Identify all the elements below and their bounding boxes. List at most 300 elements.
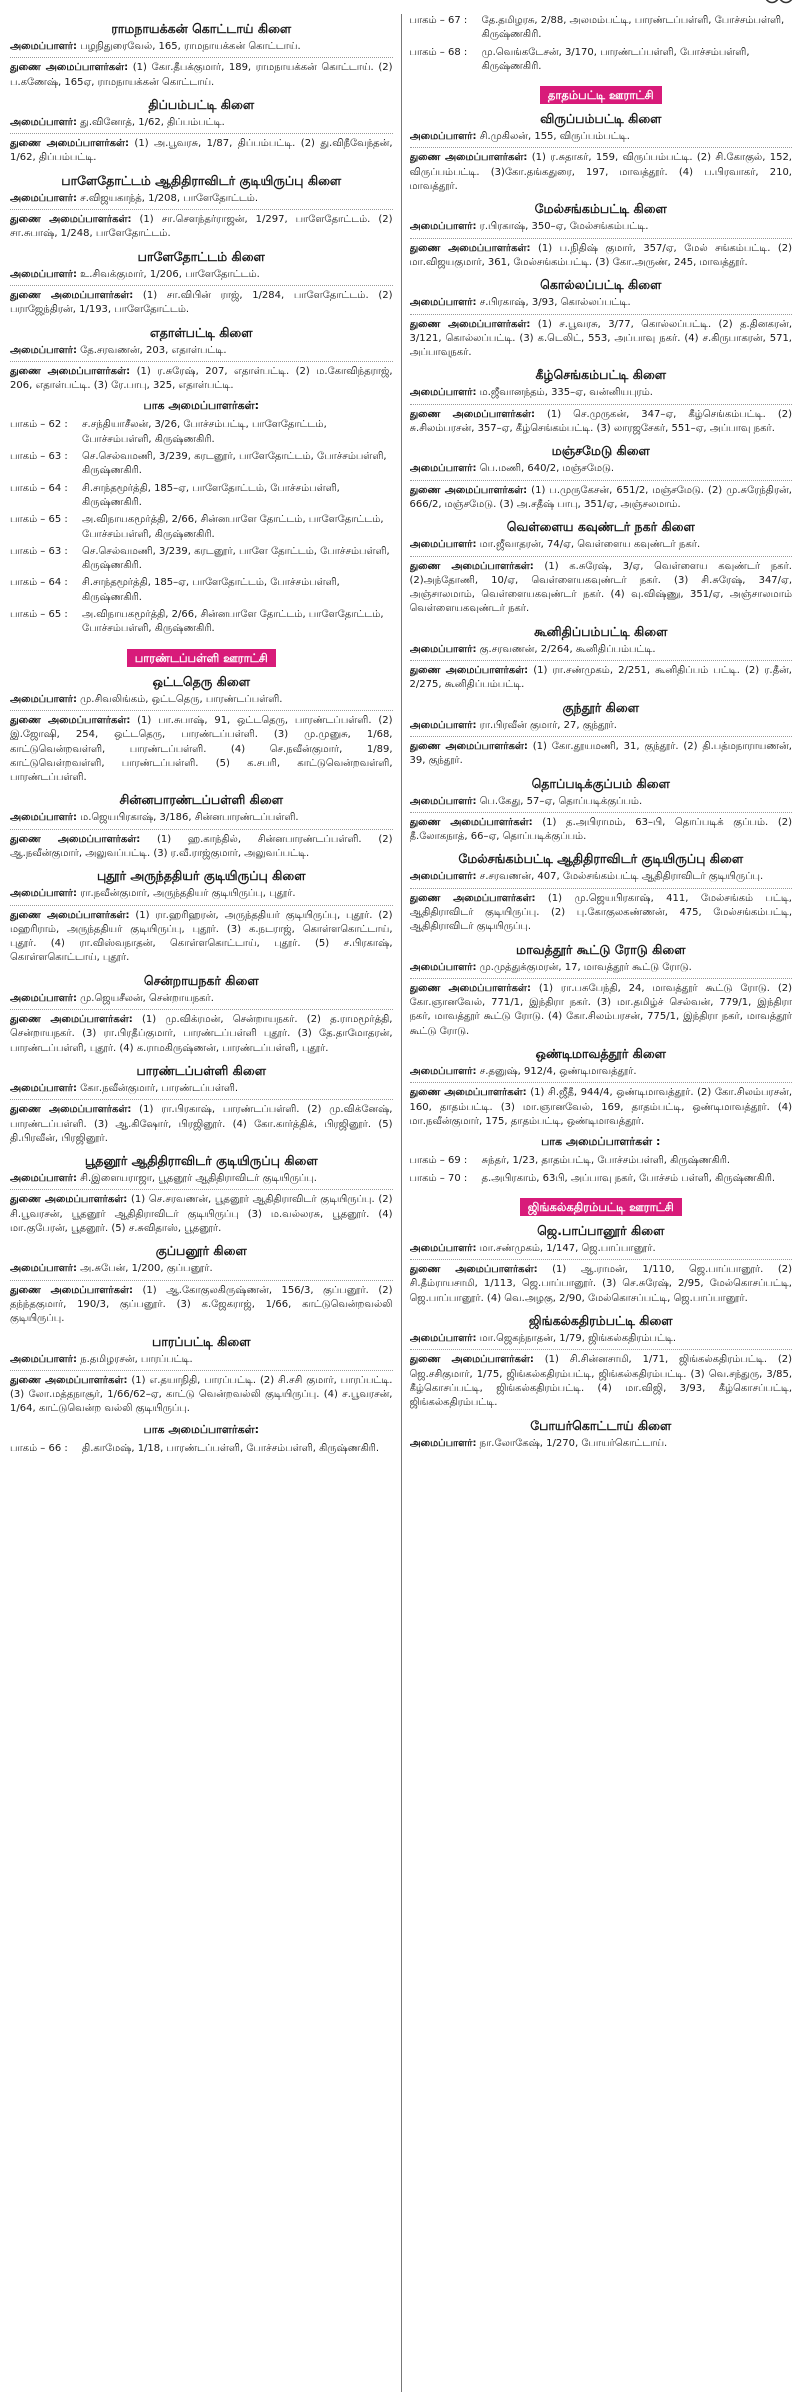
council-name: தாதம்பட்டி ஊராட்சி [540,86,662,104]
deputy-organizers-entry [10,365,393,394]
dotted-rule [410,736,793,737]
organizer-entry [10,1353,393,1367]
organizer-entry [10,1082,393,1096]
branch-section [10,173,393,242]
booth-organizer: சி.சாந்தமூர்த்தி, 185–ஏ, பாளேதோட்டம், போச்சம்பள்ளி, கிருஷ்ணகிரி. [82,482,340,508]
role-label: துணை அமைப்பாளர்கள்: [409,740,528,752]
branch-section [410,1313,793,1410]
branch-title: ராமநாயக்கன் கொட்டாய் கிளை [111,21,292,36]
organizer-entry [410,386,793,400]
booth-organizer: ச.சந்தியாசீலன், 3/26, போச்சம்பட்டி, பாளேதோட்டம், போச்சம்பள்ளி, கிருஷ்ணகிரி. [82,419,327,445]
role-label: அமைப்பாளர்: [10,1173,77,1185]
member-details: ந.தமிழரசன், பாரப்பட்டி. [76,1353,193,1365]
branch-title: பாளேதோட்டம் கிளை [137,248,265,264]
booth-organizer: சுந்தர், 1/23, தாதம்பட்டி, போச்சம்பள்ளி, கிருஷ்ணகிரி. [481,1155,731,1167]
booth-organizers-section [410,1135,793,1186]
role-label: துணை அமைப்பாளர்கள்: [10,1374,128,1386]
branch-section [10,792,393,861]
deputy-organizers-entry [10,213,393,242]
role-label: அமைப்பாளர்: [10,1353,77,1365]
booth-heading: பாக அமைப்பாளர்கள் : [541,1135,661,1149]
circled-logo-icon [764,0,794,6]
role-label: துணை அமைப்பாளர்கள்: [10,909,130,921]
dotted-rule [410,1259,793,1260]
role-label: துணை அமைப்பாளர்கள்: [409,1264,538,1276]
dotted-rule [410,812,793,813]
role-label: அமைப்பாளர்: [409,795,477,807]
branch-title: திப்பம்பட்டி கிளை [148,96,255,112]
deputy-organizers-entry [10,909,393,966]
dotted-rule [10,710,393,711]
role-label: துணை அமைப்பாளர்கள்: [409,152,528,164]
branch-section [410,443,793,512]
member-details: (1) ரா.ஹரிஹரன், அருந்ததியர் குடியிருப்பு, புதூர். (2) மஹரிராம், அருந்ததியர் குடியிருப்பு, புதூர். (3) க.நடராஜ், கொள்ளகொட்டாய், புதூர். (4) ரா.விஸ்வநாதன், கொள்ளகொட்டாய், புதூர். (5) ச.பிரகாஷ், கொள்ளகொட்டாய், புதூர். [10,909,393,964]
branch-section [410,851,793,934]
role-label: அமைப்பாளர்: [409,1066,477,1078]
branch-title: விருப்பம்பட்டி கிளை [540,111,662,127]
booth-number: பாகம் – 68 : [409,46,468,58]
branch-title: மேல்சங்கம்பட்டி ஆதிதிராவிடர் குடியிருப்பு கிளை [458,851,744,867]
deputy-organizers-entry [410,151,793,194]
organizer-entry [10,192,393,206]
branch-section [10,674,393,786]
branch-title: குப்பனூர் கிளை [155,1243,247,1259]
booth-organizer: அ.விநாயகமூர்த்தி, 2/66, சின்னபாளே தோட்டம், பாளேதோட்டம், போச்சம்பள்ளி, கிருஷ்ணகிரி. [82,514,384,540]
member-details: பெ.மணி, 640/2, மஞ்சமேடு. [476,463,615,475]
role-label: அமைப்பாளர்: [10,992,77,1004]
booth-heading: பாக அமைப்பாளர்கள்: [143,1422,259,1436]
deputy-organizers-entry [10,1103,393,1146]
role-label: அமைப்பாளர்: [10,1082,77,1094]
dotted-rule [10,905,393,906]
member-details: மு.முத்துக்குமரன், 17, மாவத்தூர் கூட்டு ரோடு. [476,961,692,973]
dotted-rule [410,978,793,979]
booth-row [10,576,393,605]
role-label: அமைப்பாளர்: [409,871,477,883]
role-label: அமைப்பாளர்: [409,387,477,399]
organizer-entry [410,130,793,144]
member-details: பெ.கேது, 57–ஏ, தொப்படிக்குப்பம். [476,795,643,807]
role-label: அமைப்பாளர்: [409,1437,477,1449]
branch-title: கீழ்செங்கம்பட்டி கிளை [535,367,667,383]
booth-row [10,513,393,542]
branch-section [410,1223,793,1306]
deputy-organizers-entry [410,318,793,361]
branch-section [410,367,793,436]
member-details: (1) ஆ.ராமன், 1/110, ஜெ.பாப்பானூர். (2) சி.தீம்ராயசாமி, 1/113, ஜெ.பாப்பானூர். (3) செ.சுரேஷ், 2/95, மேல்கொசப்பட்டி, ஜெ.பாப்பானூர். (4) வெ.அழகு, 2/90, மேல்கொசப்பட்டி, ஜெ.பாப்பானூர். [409,1264,792,1304]
role-label: அமைப்பாளர்: [10,116,77,128]
branch-title: தொப்படிக்குப்பம் கிளை [531,775,670,791]
member-details: (1) க.சுரேஷ், 3/ஏ, வெள்ளைய கவுண்டர் நகர். (2)அந்தோணி, 10/ஏ, வெள்ளையகவுண்டர் நகர். (3) சி.சுரேஷ், 347/ஏ, அஞ்சாலமாம், வெள்ளையகவுண்டர் நகர். (4) வு.விஷ்ணு, 351/ஏ, அஞ்சாலமாம் வெள்ளையகவுண்டர் நகர். [409,560,792,615]
branch-section [10,868,393,965]
branch-section [410,1046,793,1129]
role-label: துணை அமைப்பாளர்கள்: [409,816,533,828]
booth-organizer: த.அபிரகாம், 63பி, அப்பாவு நகர், போச்சம் பள்ளி, கிருஷ்ணகிரி. [481,1172,776,1184]
member-details: (1) த.அபிராமம், 63–பி, தொப்படிக் குப்பம். (2) தீ.லோகநாத், 66–ஏ, தொப்படிக்குப்பம். [409,816,792,843]
member-details: து.வினோத், 1/62, திப்பம்பட்டி. [76,116,225,128]
dotted-rule [10,209,393,210]
branch-title: பாரப்பட்டி கிளை [152,1333,251,1349]
booth-row [410,14,793,43]
role-label: துணை அமைப்பாளர்கள்: [409,665,529,677]
role-label: அமைப்பாளர்: [10,888,77,900]
role-label: அமைப்பாளர்: [409,961,477,973]
member-details: அ.சுபேன், 1/200, குப்பனூர். [76,1263,213,1275]
member-details: (1) ச.பூவரசு, 3/77, கொல்லப்பட்டி. (2) த.தினகரன், 3/121, கொல்லப்பட்டி. (3) க.டெலிட், 553, அப்பாவு நகர். (4) ச.கிருபாகரன், 571, அப்பாவுநகர். [409,318,792,359]
role-label: துணை அமைப்பாளர்கள்: [409,408,536,420]
branch-section [10,1063,393,1146]
dotted-rule [410,238,793,239]
branch-title: ஒட்டதெரு கிளை [152,673,251,689]
member-details: (1) செ.முருகன், 347–ஏ, கீழ்செங்கம்பட்டி. (2) சு.சிலம்பரசன், 357–ஏ, கீழ்செங்கம்பட்டி. (3) லாரஜசேகர், 551–ஏ, அப்பாவு நகர். [409,408,792,435]
role-label: துணை அமைப்பாளர்கள்: [10,1014,133,1026]
right-column [410,14,793,2392]
dotted-rule [10,133,393,134]
member-details: நா.லோகேஷ், 1/270, போயர்கொட்டாய். [476,1437,668,1449]
member-details: மா.ஜீவாதரன், 74/ஏ, வெள்ளைய கவுண்டர் நகர். [476,539,701,551]
member-details: (1) ஆ.கோகுலகிருஷ்ணன், 156/3, குப்பனூர். (2) தந்ந்தகுமார், 190/3, குப்பனூர். (3) க.ஜேகராஜ், 1/66, காட்டுவென்றவல்லி குடியிருப்பு. [10,1284,393,1325]
role-label: துணை அமைப்பாளர்கள்: [10,289,134,301]
booth-number: பாகம் – 63 : [10,545,68,557]
booth-row [10,1442,393,1456]
organizer-entry [10,693,393,707]
dotted-rule [10,285,393,286]
role-label: அமைப்பாளர்: [409,463,477,475]
booth-organizer: செ.செல்வமணி, 3/239, கரடனூர், பாளே தோட்டம், போச்சம்பள்ளி, கிருஷ்ணகிரி. [82,545,390,572]
booth-row [10,608,393,637]
role-label: அமைப்பாளர்: [409,539,477,551]
member-details: (1) கோ.தூயமணி, 31, குந்தூர். (2) தி.பத்மநாராயணன், 39, குந்தூர். [409,740,792,767]
branch-section [10,21,393,90]
council-banner [10,647,393,667]
organizer-entry [10,116,393,130]
branch-section [410,942,793,1039]
deputy-organizers-entry [10,137,393,166]
role-label: துணை அமைப்பாளர்கள்: [10,1104,132,1116]
deputy-organizers-entry [10,61,393,90]
member-details: சி.இளையராஜா, பூதனூர் ஆதிதிராவிடர் குடியிருப்பு. [76,1173,317,1185]
deputy-organizers-entry [410,892,793,935]
booth-organizers-section [10,1423,393,1456]
branch-title: வெள்ளைய கவுண்டர் நகர் கிளை [506,519,695,535]
dotted-rule [410,556,793,557]
booth-organizer: செ.செல்வமணி, 3/239, கரடனூர், பாளேதோட்டம், போச்சம்பள்ளி, கிருஷ்ணகிரி. [82,451,387,477]
two-column-layout [10,14,792,2392]
branch-section [410,111,793,194]
role-label: அமைப்பாளர்: [10,693,77,705]
organizer-entry [410,643,793,657]
member-details: மு.ஜெயசீலன், சென்றாயநகர். [76,992,214,1004]
role-label: அமைப்பாளர்: [409,131,477,143]
booth-heading: பாக அமைப்பாளர்கள்: [143,399,259,413]
member-details: (1) சி.ஜீதீ, 944/4, ஒண்டிமாவத்தூர். (2) கோ.சிலம்பரசன், 160, தாதம்பட்டி. (3) மா.ஞானவேல், 169, தாதம்பட்டி, ஒண்டிமாவத்தூர். (4) மா.நவீன்குமார், 175, தாதம்பட்டி, ஒண்டிமாவத்தூர். [409,1087,792,1127]
branch-title: ஒண்டிமாவத்தூர் கிளை [535,1046,666,1062]
branch-title: புதூர் அருந்ததியர் குடியிருப்பு கிளை [96,868,306,884]
organizer-entry [10,992,393,1006]
council-name: பாரண்டப்பள்ளி ஊராட்சி [127,649,276,667]
role-label: துணை அமைப்பாளர்கள்: [409,1087,527,1099]
booth-row [10,450,393,479]
branch-section [410,1418,793,1451]
member-details: மா.ஜெகந்நாதன், 1/79, ஜிங்கல்கதிரம்பட்டி. [476,1333,677,1345]
dotted-rule [410,1082,793,1083]
branch-title: மாவத்தூர் கூட்டு ரோடு கிளை [516,941,686,957]
role-label: அமைப்பாளர்: [10,812,77,824]
booth-row [10,418,393,447]
branch-section [410,277,793,360]
organizer-entry [410,296,793,310]
booth-number: பாகம் – 65 : [10,514,68,526]
role-label: துணை அமைப்பாளர்கள்: [409,1354,534,1366]
member-details: ச.விஜயகாந்த், 1/208, பாளேதோட்டம். [76,192,259,204]
member-details: (1) பா.சுபாஷ், 91, ஒட்டதெரு, பாரண்டப்பள்ளி. (2) இ.ஜோஷி, 254, ஒட்டதெரு, பாரண்டப்பள்ளி. (3) மு.முனுசு, 1/68, காட்டுவென்றவள்ளி, பாரண்டப்பள்ளி. (4) செ.நவீன்குமார், 1/89, காட்டுவெள்றவள்ளி, பாரண்டப்பள்ளி. (5) க.சபரி, காட்டுவென்றவள்ளி, பாரண்டப்பள்ளி. [10,714,393,784]
organizer-entry [410,1437,793,1451]
member-details: (1) கோ.தீபக்குமார், 189, ராமநாயக்கன் கொட்டாய். (2) ப.கணேஷ், 165ஏ, ராமநாயக்கன் கொட்டாய். [10,62,393,88]
organizer-entry [410,961,793,975]
deputy-organizers-entry [10,833,393,862]
dotted-rule [10,57,393,58]
member-details: (1) சா.விபின் ராஜ், 1/284, பாளேதோட்டம். (2) பராஜேந்திரன், 1/193, பாளேதோட்டம். [10,289,393,316]
branch-section [410,624,793,693]
organizer-entry [10,811,393,825]
member-details: (1) ரா.பசுபேந்தி, 24, மாவத்தூர் கூட்டு ரோடு. (2) கோ.ஞானவேல், 771/1, இந்திரா நகர். (3) மா.தமிழ்ச் செல்வன், 779/1, இந்திரா நகர், மாவத்தூர் கூட்டு ரோடு. (4) கோ.சிலம்பரசன், 775/1, இந்திரா நகர், மாவத்தூர் கூட்டு ரோடு. [409,982,792,1037]
member-details: (1) ரா.சண்முகம், 2/251, கூனிதிப்பம் பட்டி. (2) ர.தீன், 2/275, கூனிதிப்பம்பட்டி. [409,665,792,691]
member-details: ரா.நவீன்குமார், அருந்ததியர் குடியிருப்பு, புதூர். [76,888,296,900]
branch-title: கூனிதிப்பம்பட்டி கிளை [534,623,668,639]
role-label: துணை அமைப்பாளர்கள்: [409,892,536,904]
dotted-rule [10,1370,393,1371]
council-banner [410,84,793,104]
deputy-organizers-entry [410,1086,793,1129]
deputy-organizers-entry [410,1263,793,1306]
left-column [10,14,393,2392]
role-label: துணை அமைப்பாளர்கள்: [10,214,132,226]
role-label: துணை அமைப்பாளர்கள்: [10,365,131,377]
member-details: கோ.நவீன்குமார், பாரண்டப்பள்ளி. [76,1082,239,1094]
organizer-entry [10,887,393,901]
branch-section [10,1334,393,1417]
organizer-entry [410,220,793,234]
dotted-rule [410,660,793,661]
member-details: சி.முகிலன், 155, விருப்பம்பட்டி. [476,131,630,143]
dotted-rule [410,147,793,148]
branch-section [10,325,393,394]
member-details: ரா.பிரவீன் குமார், 27, குந்தூர். [476,719,617,731]
council-name: ஜிங்கல்கதிரம்பட்டி ஊராட்சி [520,1198,682,1216]
role-label: துணை அமைப்பாளர்கள்: [10,1284,134,1296]
organizer-entry [10,40,393,54]
member-details: கு.சரவணன், 2/264, கூனிதிப்பம்பட்டி. [476,643,656,655]
booth-number: பாகம் – 65 : [10,609,68,621]
branch-section [410,201,793,270]
booth-organizers-section [10,399,393,636]
member-details: (1) மு.விக்ரமன், சென்றாயநகர். (2) த.ராமமூர்த்தி, சென்றாயநகர். (3) ரா.பிரதீப்குமார், பாரண்டப்பள்ளி புதூர். (3) தே.தாமோதரன், பாரண்டப்பள்ளி, புதூர். (4) க.ராமகிருஷ்ணன், பாரண்டப்பள்ளி, புதூர். [10,1014,393,1054]
member-details: (1) ப.முருகேசன், 651/2, மஞ்சமேடு. (2) மு.சுரேந்திரன், 666/2, மஞ்சமேடு. (3) அ.சதீஷ் பாபு, 351/ஏ, அஞ்சலமாம். [409,484,792,510]
branch-title: பாளேதோட்டம் ஆதிதிராவிடர் குடியிருப்பு கிளை [61,172,342,188]
member-details: (1) மு.ஜெயபிரகாஷ், 411, மேல்சங்கம் பட்டி, ஆதிதிராவிடர் குடியிருப்பு. (2) பு.கோகுலகண்ணன், 475, மேல்சங்கம்பட்டி, ஆதிதிராவிடர் குடியிருப்பு. [409,892,792,933]
organizer-entry [410,1065,793,1079]
branch-section [10,97,393,166]
role-label: துணை அமைப்பாளர்கள்: [409,560,534,572]
dotted-rule [10,361,393,362]
member-details: ர.பிரகாஷ், 350–ஏ, மேல்சங்கம்பட்டி. [476,221,649,233]
branch-title: சென்றாயநகர் கிளை [143,972,259,988]
member-details: ச.தனுஷ், 912/4, ஒண்டிமாவத்தூர். [476,1066,637,1078]
organizer-entry [10,268,393,282]
role-label: அமைப்பாளர்: [409,297,477,309]
branch-title: ஜெ.பாப்பானூர் கிளை [537,1222,665,1238]
council-banner [410,1196,793,1216]
booth-number: பாகம் – 70 : [409,1172,468,1184]
organizer-entry [410,1332,793,1346]
organizer-entry [410,1242,793,1256]
organizer-entry [10,1172,393,1186]
role-label: துணை அமைப்பாளர்கள்: [409,318,531,330]
booth-row [10,545,393,574]
deputy-organizers-entry [410,816,793,845]
role-label: அமைப்பாளர்: [409,719,477,731]
deputy-organizers-entry [410,242,793,271]
deputy-organizers-entry [410,408,793,437]
role-label: துணை அமைப்பாளர்கள்: [409,982,531,994]
booth-organizers-section [410,14,793,74]
branch-section [10,1243,393,1326]
deputy-organizers-entry [10,1193,393,1236]
organizer-entry [410,795,793,809]
role-label: துணை அமைப்பாளர்கள்: [10,1194,128,1206]
role-label: துணை அமைப்பாளர்கள்: [409,242,531,254]
branch-title: மேல்சங்கம்பட்டி கிளை [534,201,667,217]
member-details: (1) ர.சுரேஷ், 207, எதாள்பட்டி. (2) ம.கோவிந்தராஜ், 206, எதாள்பட்டி. (3) ரே.பாபு, 325, எதாள்பட்டி. [10,365,393,392]
dotted-rule [10,829,393,830]
dotted-rule [10,1280,393,1281]
role-label: துணை அமைப்பாளர்கள்: [10,833,141,845]
booth-organizer: மு.வெங்கடேசன், 3/170, பாரண்டப்பள்ளி, போச்சம்பள்ளி, கிருஷ்ணகிரி. [481,46,750,72]
member-details: ச.பிரகாஷ், 3/93, கொல்லப்பட்டி. [476,297,631,309]
organizer-entry [10,1262,393,1276]
member-details: மா.சண்முகம், 1/147, ஜெ.பாப்பானூர். [476,1242,656,1254]
role-label: அமைப்பாளர்: [10,268,77,280]
role-label: அமைப்பாளர்: [10,344,77,356]
branch-section [410,519,793,616]
branch-section [410,776,793,845]
role-label: துணை அமைப்பாளர்கள்: [10,62,129,74]
role-label: அமைப்பாளர்: [409,643,477,655]
deputy-organizers-entry [410,484,793,513]
member-details: (1) எ.தயாநிதி, பாரப்பட்டி. (2) சி.சசி குமார், பாரப்பட்டி. (3) லோ.மத்தநாசூர், 1/66/62–ஏ, காட்டு வென்றவல்லி குடியிருப்பு. (4) ச.பூவரசன், 1/64, காட்டுவென்ற வல்லி குடியிருப்பு. [10,1374,393,1415]
booth-number: பாகம் – 64 : [10,482,68,494]
member-details: பழநிதுரைவேல், 165, ராமநாயக்கன் கொட்டாய். [76,41,301,52]
member-details: ச.சரவணன், 407, மேல்சங்கம்பட்டி ஆதிதிராவிடர் குடியிருப்பு. [476,871,764,883]
member-details: ம.ஜீவானந்தம், 335–ஏ, வன்னியபுரம். [476,387,653,399]
deputy-organizers-entry [10,1013,393,1056]
organizer-entry [410,870,793,884]
booth-number: பாகம் – 63 : [10,451,68,463]
member-details: மு.சிவலிங்கம், ஒட்டதெரு, பாரண்டப்பள்ளி. [76,693,283,705]
organizer-entry [410,719,793,733]
branch-title: பாரண்டப்பள்ளி கிளை [136,1062,267,1078]
dotted-rule [410,480,793,481]
booth-number: பாகம் – 69 : [409,1155,468,1167]
deputy-organizers-entry [410,740,793,769]
deputy-organizers-entry [10,1374,393,1417]
booth-organizer: அ.விநாயகமூர்த்தி, 2/66, சின்னபாளே தோட்டம், பாளேதோட்டம், போச்சம்பள்ளி, கிருஷ்ணகிரி. [82,609,384,635]
branch-title: ஜிங்கல்கதிரம்பட்டி கிளை [528,1313,673,1329]
role-label: அமைப்பாளர்: [409,1333,477,1345]
branch-title: பூதனூர் ஆதிதிராவிடர் குடியிருப்பு கிளை [84,1153,318,1169]
role-label: அமைப்பாளர்: [10,41,77,52]
deputy-organizers-entry [10,714,393,785]
member-details: உ.சிவக்குமார், 1/206, பாளேதோட்டம். [76,268,260,280]
member-details: (1) அ.பூவரசு, 1/87, திப்பம்பட்டி. (2) து.விநீவேந்தன், 1/62, திப்பம்பட்டி. [10,138,393,164]
member-details: (1) ரா.பிரகாஷ், பாரண்டப்பள்ளி. (2) மு.விக்னேஷ், பாரண்டப்பள்ளி. (3) ஆ.கிஷோர், பிரஜினூர். (4) கோ.கார்த்திக், பிரஜினூர். (5) தி.பிரவீன், பிரஜினூர். [10,1104,393,1144]
role-label: அமைப்பாளர்: [409,221,477,233]
booth-row [410,1154,793,1168]
member-details: (1) செ.சரவணன், பூதனூர் ஆதிதிராவிடர் குடியிருப்பு. (2) சி.பூவரசன், பூதனூர் ஆதிதிராவிடர் குடியிருப்பு (3) ம.வல்லரசு, பூதனூர். (4) மா.குபேரன், பூதனூர். (5) ச.சுவிதாஸ், பூதனூர். [10,1194,393,1235]
booth-number: பாகம் – 66 : [10,1442,68,1454]
member-details: (1) ஹ.காந்தில், சின்னபாரண்டப்பள்ளி. (2) ஆ.நவீன்குமார், அலுவப்பட்டி. (3) ர.வீ.ராஜ்குமார், அலுவப்பட்டி. [10,833,393,859]
booth-organizer: சி.சாந்தமூர்த்தி, 185–ஏ, பாளேதோட்டம், போச்சம்பள்ளி, கிருஷ்ணகிரி. [82,577,340,603]
member-details: ம.ஜெயபிரகாஷ், 3/186, சின்னபாரண்டப்பள்ளி. [76,812,299,824]
branch-title: எதாள்பட்டி கிளை [149,324,253,340]
dotted-rule [410,1349,793,1350]
booth-row [410,46,793,75]
dotted-rule [410,314,793,315]
dotted-rule [10,1189,393,1190]
booth-number: பாகம் – 62 : [10,419,68,431]
role-label: துணை அமைப்பாளர்கள்: [10,714,131,726]
branch-section [10,249,393,318]
booth-organizer: தி.காமேஷ், 1/18, பாரண்டப்பள்ளி, போச்சம்பள்ளி, கிருஷ்ணகிரி. [82,1442,380,1454]
role-label: துணை அமைப்பாளர்கள்: [10,138,129,150]
deputy-organizers-entry [410,664,793,693]
column-divider [401,14,402,2392]
organizer-entry [410,538,793,552]
member-details: (1) ப.நிதிஷ் குமார், 357/ஏ, மேல் சங்கம்பட்டி. (2) மா.விஜயகுமார், 361, மேல்சங்கம்பட்டி. (3) கோ.அருண், 245, மாவத்தூர். [409,242,792,268]
member-details: (1) சா.சௌந்தர்ராஜன், 1/297, பாளேதோட்டம். (2) சா.சுபாஷ், 1/248, பாளேதோட்டம். [10,214,393,240]
branch-section [10,1153,393,1236]
booth-organizer: தே.தமிழரசு, 2/88, அலமம்பட்டி, பாரண்டப்பள்ளி, போச்சம்பள்ளி, கிருஷ்ணகிரி. [481,15,785,41]
deputy-organizers-entry [410,560,793,617]
branch-title: குந்தூர் கிளை [562,699,639,715]
branch-section [10,973,393,1056]
branch-section [410,700,793,769]
deputy-organizers-entry [10,1284,393,1327]
dotted-rule [410,404,793,405]
deputy-organizers-entry [10,289,393,318]
booth-row [410,1172,793,1186]
organizer-entry [10,344,393,358]
booth-number: பாகம் – 67 : [409,15,468,26]
role-label: துணை அமைப்பாளர்கள்: [409,484,528,496]
dotted-rule [410,888,793,889]
branch-title: சின்னபாரண்டப்பள்ளி கிளை [119,792,284,808]
booth-row [10,482,393,511]
branch-title: கொல்லப்பட்டி கிளை [540,277,662,293]
member-details: (1) சி.சின்னசாமி, 1/71, ஜிங்கல்கதிரம்பட்டி. (2) ஜெ.சசிகுமார், 1/75, ஜிங்கல்கதிரம்பட்டி, ஜிங்கல்கதிரம்பட்டி. (3) வெ.சந்துரு, 3/85, கீழ்கொசப்பட்டி, ஜிங்கல்கதிரம்பட்டி. (4) மா.விஜி, 3/93, கீழ்கொசப்பட்டி, ஜிங்கல்கதிரம்பட்டி. [409,1354,792,1409]
dotted-rule [10,1099,393,1100]
branch-title: மஞ்சமேடு கிளை [551,443,650,459]
role-label: அமைப்பாளர்: [10,1263,77,1275]
branch-title: போயர்கொட்டாய் கிளை [530,1417,672,1433]
role-label: அமைப்பாளர்: [409,1242,477,1254]
role-label: அமைப்பாளர்: [10,192,77,204]
booth-number: பாகம் – 64 : [10,577,68,589]
organizer-entry [410,462,793,476]
deputy-organizers-entry [410,1353,793,1410]
member-details: (1) ர.சுதாகர், 159, விருப்பம்பட்டி. (2) சி.கோகுல், 152, விருப்பம்பட்டி. (3)கோ.தங்கதுரை, 197, மாவத்தூர். (4) ப.பிரவாகர், 210, மாவத்தூர். [409,152,792,193]
member-details: தே.சரவணன், 203, எதாள்பட்டி. [76,344,227,356]
